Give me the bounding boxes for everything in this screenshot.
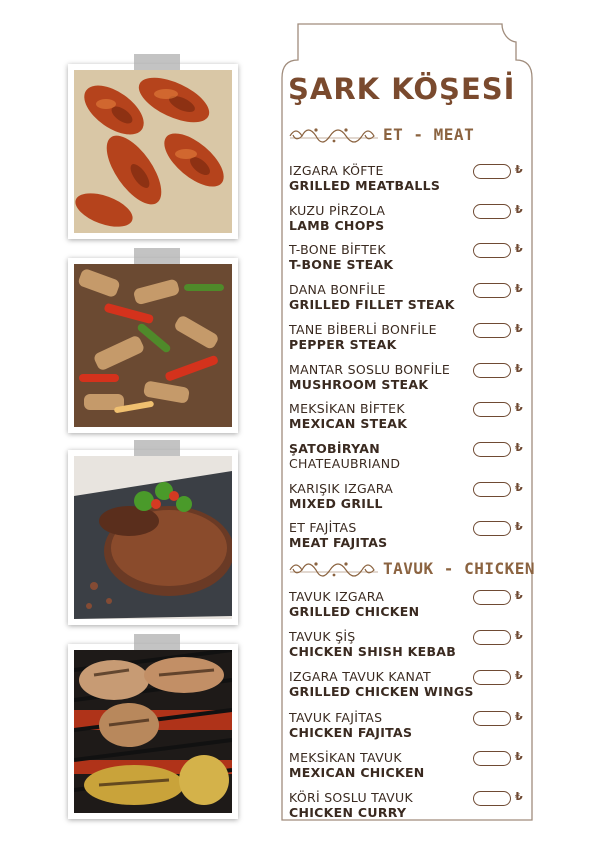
price-box [473,482,511,497]
item-name-turkish: TANE BİBERLİ BONFİLE [289,321,437,337]
price-box [473,751,511,766]
item-name-turkish: KUZU PİRZOLA [289,202,386,218]
item-name-turkish: DANA BONFİLE [289,282,386,298]
photo-fajitas [68,258,238,433]
item-name-turkish: KARIŞIK IZGARA [289,480,394,496]
section-title: TAVUK - CHICKEN [383,558,535,578]
item-name-english: MIXED GRILL [289,495,383,511]
lira-icon: ₺ [515,361,523,375]
lira-icon: ₺ [515,480,523,494]
chicken-wings-image [74,70,232,233]
item-name-turkish: MEKSİKAN BİFTEK [289,401,405,417]
item-name-english: MEXICAN STEAK [289,416,408,432]
item-name-turkish: IZGARA KÖFTE [289,163,384,178]
item-name-turkish: ŞATOBİRYAN [289,440,380,456]
item-name-turkish: ET FAJİTAS [289,520,357,536]
lira-icon: ₺ [515,669,523,683]
price-box [473,164,511,179]
lira-icon: ₺ [515,202,523,216]
price-box [473,204,511,219]
menu-item [289,629,529,663]
lira-icon: ₺ [515,163,523,176]
item-name-turkish: TAVUK ŞİŞ [289,629,356,645]
menu-title: ŞARK KÖŞESİ [288,72,516,106]
item-name-english: CHICKEN SHISH KEBAB [289,644,457,660]
lira-icon: ₺ [515,321,523,335]
price-box [473,402,511,417]
lira-icon: ₺ [515,629,523,643]
lira-icon: ₺ [515,440,523,454]
item-name-english: MEAT FAJITAS [289,535,388,551]
item-name-english: GRILLED CHICKEN [289,604,420,619]
item-name-english: GRILLED CHICKEN WINGS [289,684,474,700]
item-name-turkish: TAVUK IZGARA [289,589,385,604]
menu-item [289,481,529,515]
photo-grill [68,644,238,819]
item-name-english: MUSHROOM STEAK [289,376,429,392]
menu-item [289,242,529,276]
lira-icon: ₺ [515,282,523,296]
steak-image [74,456,232,619]
lira-icon: ₺ [515,749,523,763]
item-name-english: LAMB CHOPS [289,217,385,233]
menu-item [289,710,529,744]
section-header-chicken [288,556,535,580]
photo-chicken-wings [68,64,238,239]
fajitas-image [74,264,232,427]
lira-icon: ₺ [515,790,523,803]
item-name-turkish: TAVUK FAJİTAS [289,709,383,725]
item-name-english: MEXICAN CHICKEN [289,764,425,780]
menu-item [289,203,529,237]
ornament-icon [288,558,380,578]
price-box [473,670,511,685]
price-box [473,791,511,806]
menu-item [289,282,529,316]
menu-item [289,441,529,475]
menu-item [289,163,529,197]
item-name-turkish: MANTAR SOSLU BONFİLE [289,361,451,377]
item-name-english: CHICKEN FAJITAS [289,724,413,740]
ornament-icon [288,124,380,144]
item-name-turkish: MEKSİKAN TAVUK [289,749,402,765]
lira-icon: ₺ [515,589,523,602]
item-name-english: GRILLED FILLET STEAK [289,297,455,313]
price-box [473,590,511,605]
price-box [473,442,511,457]
menu-item [289,750,529,784]
price-box [473,243,511,258]
lira-icon: ₺ [515,520,523,534]
menu-item [289,669,529,703]
menu-item [289,520,529,554]
item-name-turkish: KÖRİ SOSLU TAVUK [289,790,413,805]
grill-image [74,650,232,813]
menu-item [289,790,529,824]
price-box [473,711,511,726]
item-name-turkish: T-BONE BİFTEK [289,242,386,258]
section-title: ET - MEAT [383,124,475,144]
item-name-english: T-BONE STEAK [289,257,394,273]
lira-icon: ₺ [515,401,523,415]
photo-steak [68,450,238,625]
menu-item [289,362,529,396]
item-name-english: CHATEAUBRIAND [289,455,401,471]
price-box [473,630,511,645]
section-header-meat [288,122,474,146]
item-name-english: CHICKEN CURRY [289,805,407,820]
item-name-turkish: IZGARA TAVUK KANAT [289,669,431,685]
item-name-english: PEPPER STEAK [289,336,397,352]
price-box [473,283,511,298]
menu-item [289,401,529,435]
menu-item [289,322,529,356]
item-name-english: GRILLED MEATBALLS [289,178,441,193]
lira-icon: ₺ [515,242,523,256]
price-box [473,363,511,378]
price-box [473,521,511,536]
price-box [473,323,511,338]
menu-item [289,589,529,623]
lira-icon: ₺ [515,709,523,723]
